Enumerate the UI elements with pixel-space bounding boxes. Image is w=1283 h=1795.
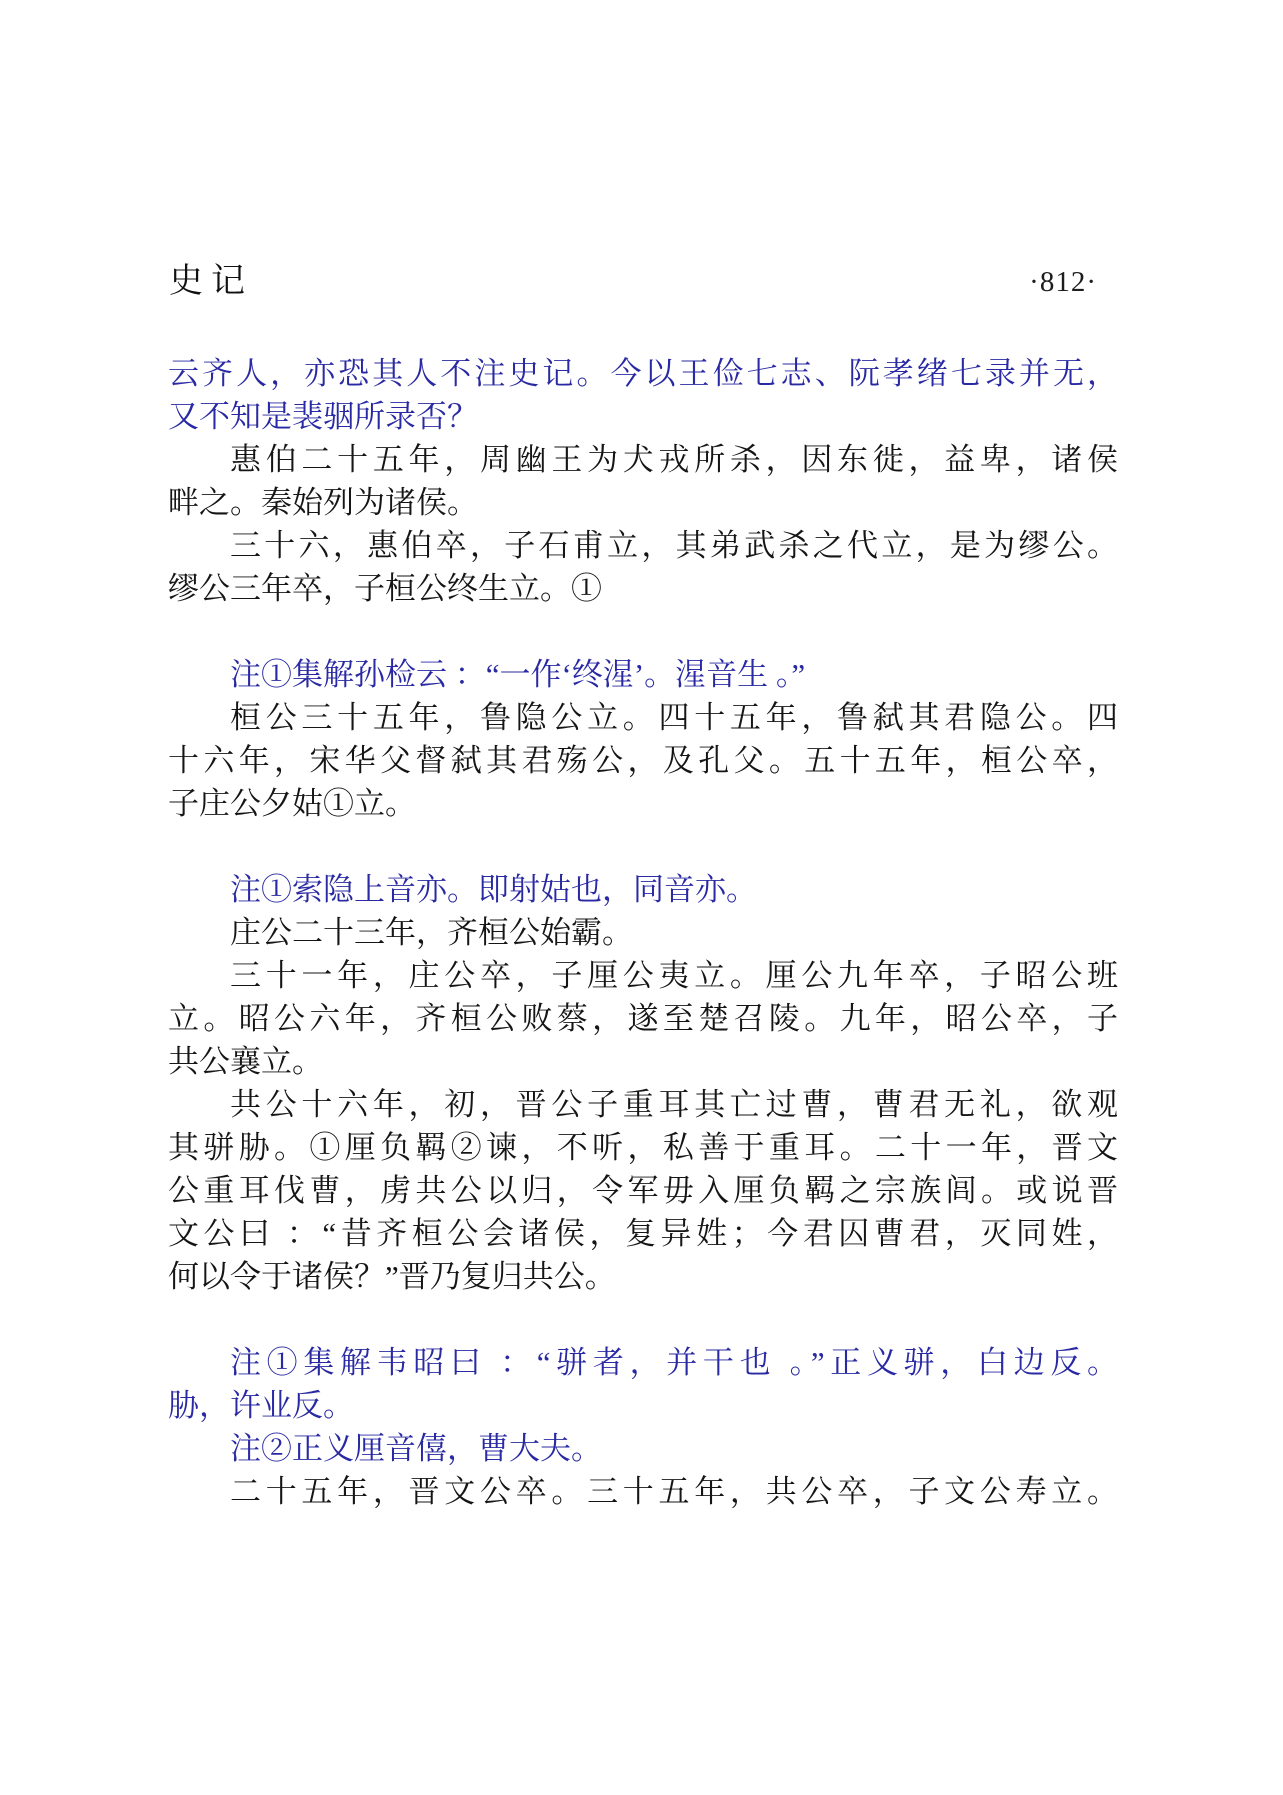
annotation-line: 注①索隐上音亦。即射姑也，同音亦。 — [230, 872, 757, 907]
text-line: 缪公三年卒，子桓公终生立。① — [168, 571, 602, 606]
text-line: 共公襄立。 — [168, 1044, 323, 1079]
text-line: 三十六，惠伯卒，子石甫立，其弟武杀之代立，是为缪公。 — [230, 528, 1118, 563]
annotation-line: 胁，许业反。 — [168, 1388, 354, 1423]
text-line: 畔之。秦始列为诸侯。 — [168, 485, 478, 520]
text-line: 文公曰 ：“昔齐桓公会诸侯，复异姓；今君囚曹君，灭同姓， — [168, 1216, 1118, 1251]
text-line: 惠伯二十五年，周幽王为犬戎所杀，因东徙，益卑，诸侯 — [230, 442, 1118, 477]
book-title: 史记 — [169, 263, 253, 300]
page-body-text — [168, 352, 1118, 1513]
text-line: 其骈胁。①厘负羁②谏，不听，私善于重耳。二十一年，晋文 — [168, 1130, 1118, 1165]
text-line: 何以令于诸侯？”晋乃复归共公。 — [168, 1259, 616, 1294]
text-line: 十六年，宋华父督弑其君殇公，及孔父。五十五年，桓公卒， — [168, 743, 1118, 778]
text-line: 共公十六年，初，晋公子重耳其亡过曹，曹君无礼，欲观 — [230, 1087, 1118, 1122]
text-line: 二十五年，晋文公卒。三十五年，共公卒，子文公寿立。 — [230, 1474, 1118, 1509]
text-line: 子庄公夕姑①立。 — [168, 786, 416, 821]
text-line: 桓公三十五年，鲁隐公立。四十五年，鲁弑其君隐公。四 — [230, 700, 1118, 735]
annotation-line: 又不知是裴骃所录否？ — [168, 399, 478, 434]
annotation-line: 注②正义厘音僖，曹大夫。 — [230, 1431, 602, 1466]
text-line: 立。昭公六年，齐桓公败蔡，遂至楚召陵。九年，昭公卒，子 — [168, 1001, 1118, 1036]
page-header — [169, 262, 1097, 302]
text-line: 三十一年，庄公卒，子厘公夷立。厘公九年卒，子昭公班 — [230, 958, 1118, 993]
page-number: ·812· — [1029, 266, 1097, 298]
annotation-line: 注①集解孙检云 ：“一作‘终湦’。湦音生 。” — [230, 657, 806, 692]
text-line: 公重耳伐曹，虏共公以归，令军毋入厘负羁之宗族闾。或说晋 — [168, 1173, 1118, 1208]
text-line: 庄公二十三年，齐桓公始霸。 — [230, 915, 633, 950]
annotation-line: 云齐人，亦恐其人不注史记。今以王俭七志、阮孝绪七录并无， — [168, 356, 1118, 391]
annotation-line: 注①集解韦昭曰 ：“骈者，并干也 。”正义骈，白边反。 — [230, 1345, 1118, 1380]
